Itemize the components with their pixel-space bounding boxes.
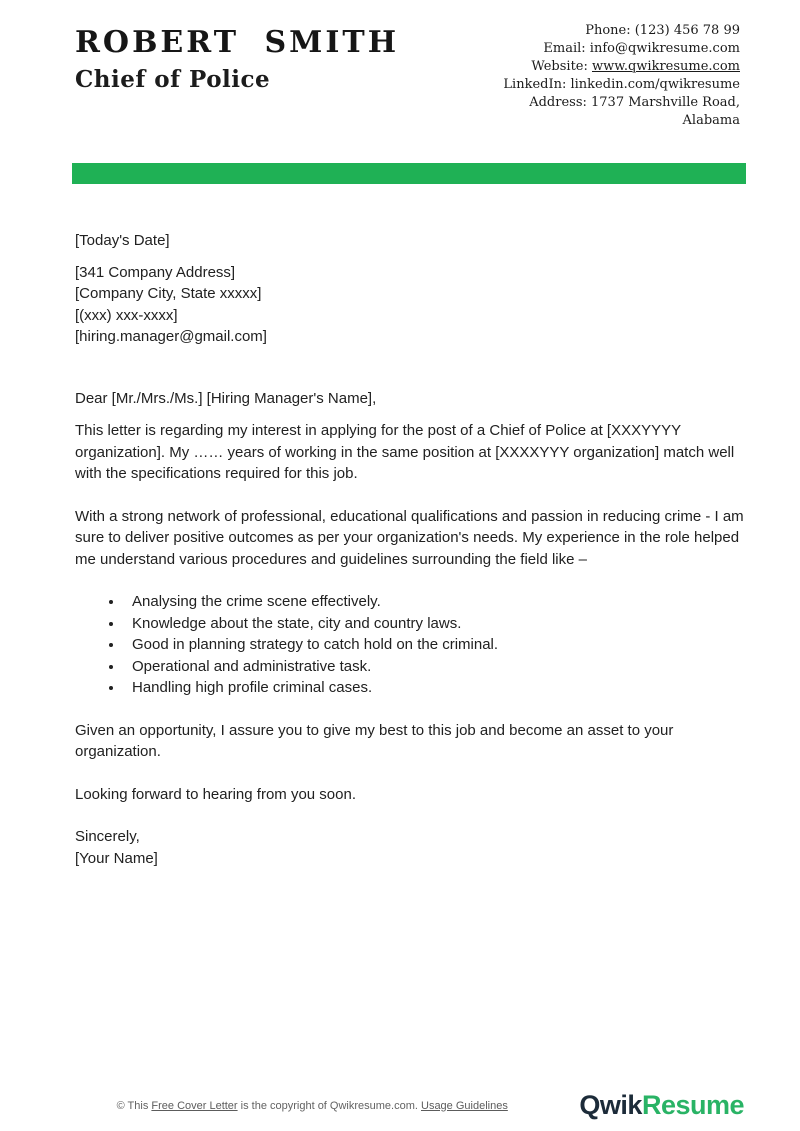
paragraph-opportunity: Given an opportunity, I assure you to give my best to this job and become an asset to your organization. bbox=[75, 721, 674, 760]
paragraph-intro: This letter is regarding my interest in applying for the post of a Chief of Police at [XXXYYYY organization]. My …… years of working in the same position at [XXXXYYY organization] match well with the specifications required for this job. bbox=[75, 422, 735, 482]
linkedin-label: LinkedIn: bbox=[503, 77, 571, 92]
phone-value: (123) 456 78 99 bbox=[634, 23, 740, 38]
logo-resume: Resume bbox=[641, 1090, 744, 1120]
footer bbox=[75, 1092, 744, 1119]
list-item: • Handling high profile criminal cases. bbox=[124, 677, 745, 699]
recipient-line: [(xxx) xxx-xxxx] bbox=[75, 306, 178, 324]
address-label: Address: bbox=[529, 95, 591, 110]
person-name: ROBERT SMITH bbox=[75, 25, 400, 60]
website-link[interactable]: www.qwikresume.com bbox=[592, 59, 740, 74]
letter-body bbox=[0, 184, 800, 869]
recipient-line: [hiring.manager@gmail.com] bbox=[75, 328, 267, 345]
contact-address-line1 bbox=[503, 94, 740, 112]
copyright-text bbox=[75, 1100, 579, 1112]
address-value-line1: 1737 Marshville Road, bbox=[591, 95, 740, 110]
website-label: Website: bbox=[531, 59, 592, 74]
signature-placeholder: [Your Name] bbox=[75, 849, 158, 867]
contact-phone bbox=[503, 22, 740, 40]
recipient-block bbox=[75, 262, 745, 348]
header bbox=[0, 0, 800, 130]
job-title: Chief of Police bbox=[75, 65, 271, 93]
linkedin-value: linkedin.com/qwikresume bbox=[570, 77, 740, 92]
usage-guidelines-link[interactable]: Usage Guidelines bbox=[421, 1099, 508, 1112]
email-label: Email: bbox=[543, 41, 590, 56]
list-item: • Operational and administrative task. bbox=[124, 656, 745, 678]
copyright-middle: is the copyright of Qwikresume.com. bbox=[237, 1099, 421, 1112]
contact-website bbox=[503, 58, 740, 76]
contact-email bbox=[503, 40, 740, 58]
recipient-line: [341 Company Address] bbox=[75, 263, 236, 281]
address-value-line2: Alabama bbox=[682, 113, 740, 128]
contact-address-line2 bbox=[503, 112, 740, 130]
qwikresume-logo bbox=[579, 1092, 744, 1119]
list-item: • Knowledge about the state, city and country laws. bbox=[124, 613, 745, 635]
paragraph-looking-forward: Looking forward to hearing from you soon. bbox=[75, 785, 356, 803]
copyright-prefix: © This bbox=[116, 1099, 152, 1112]
contact-linkedin bbox=[503, 76, 740, 94]
divider-bar bbox=[72, 163, 746, 184]
list-item: • Analysing the crime scene effectively. bbox=[124, 591, 745, 613]
skills-list bbox=[75, 591, 745, 699]
paragraph-qualifications: With a strong network of professional, educational qualifications and passion in reducing crime - I am sure to deliver positive outcomes as per your organization's needs. My experience in the role helped me understand various procedures and guidelines surrounding the field like – bbox=[75, 507, 744, 568]
salutation: Dear [Mr./Mrs./Ms.] [Hiring Manager's Name], bbox=[75, 389, 377, 407]
email-value: info@qwikresume.com bbox=[589, 41, 740, 56]
date-placeholder: [Today's Date] bbox=[75, 232, 170, 249]
name-block bbox=[75, 18, 399, 94]
contact-block bbox=[503, 22, 740, 130]
list-item: • Good in planning strategy to catch hold on the criminal. bbox=[124, 634, 745, 656]
logo-qwik: Qwik bbox=[579, 1090, 642, 1120]
free-cover-letter-link[interactable]: Free Cover Letter bbox=[151, 1099, 238, 1112]
closing: Sincerely, bbox=[75, 828, 140, 845]
phone-label: Phone: bbox=[585, 23, 635, 38]
recipient-line: [Company City, State xxxxx] bbox=[75, 285, 262, 302]
